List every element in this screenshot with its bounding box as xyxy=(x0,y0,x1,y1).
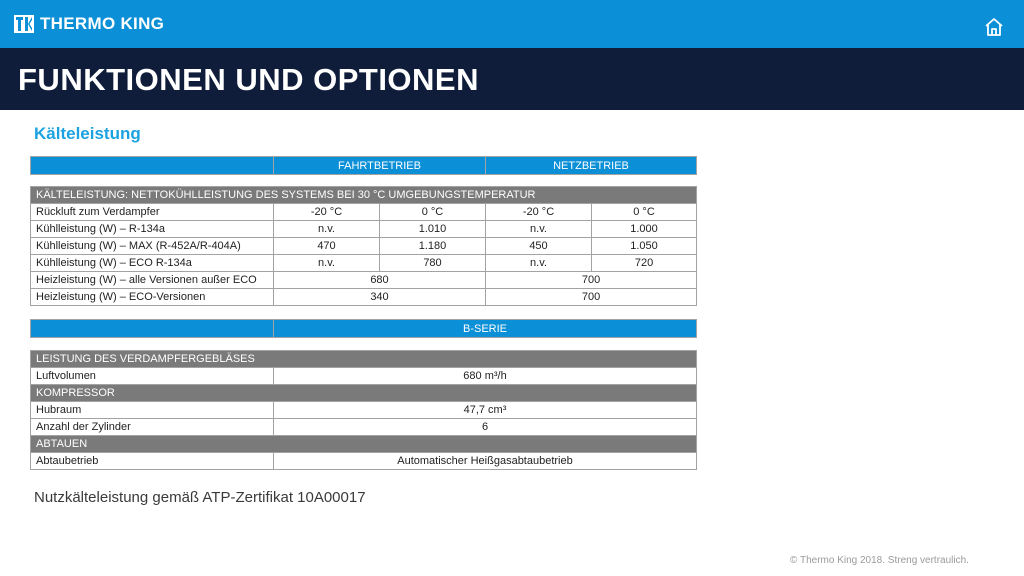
table-row xyxy=(31,453,697,470)
cell-value: 340 xyxy=(274,289,486,306)
cell-value: 780 xyxy=(380,255,486,272)
cell-value: 470 xyxy=(274,238,380,255)
cell-value: 680 m³/h xyxy=(274,368,697,385)
cell-value: n.v. xyxy=(274,255,380,272)
section-kompressor: KOMPRESSOR xyxy=(31,385,697,402)
cell-value: -20 °C xyxy=(486,204,592,221)
title-bar xyxy=(0,48,1024,110)
table-cooling-performance xyxy=(30,186,697,306)
cell-value: 700 xyxy=(486,272,697,289)
row-label: Abtaubetrieb xyxy=(31,453,274,470)
cell-value: 6 xyxy=(274,419,697,436)
table-row xyxy=(31,204,697,221)
cell-value: 1.050 xyxy=(592,238,697,255)
row-label: Luftvolumen xyxy=(31,368,274,385)
row-label: Kühlleistung (W) – ECO R-134a xyxy=(31,255,274,272)
thermo-king-logo-icon xyxy=(14,15,34,33)
table-row xyxy=(31,255,697,272)
table-header-operation xyxy=(30,156,697,175)
cell-value: 450 xyxy=(486,238,592,255)
brand-logo xyxy=(14,14,164,34)
cell-value: 720 xyxy=(592,255,697,272)
atp-certificate-note: Nutzkälteleistung gemäß ATP-Zertifikat 10A00017 xyxy=(34,489,366,506)
header-netzbetrieb: NETZBETRIEB xyxy=(486,157,697,175)
header-b-serie: B-SERIE xyxy=(274,320,697,338)
table-row xyxy=(31,368,697,385)
header-empty-cell xyxy=(31,320,274,338)
table-row xyxy=(31,272,697,289)
home-icon[interactable] xyxy=(983,16,1005,38)
cell-value: n.v. xyxy=(486,255,592,272)
table-row xyxy=(31,419,697,436)
cell-value: 1.000 xyxy=(592,221,697,238)
row-label: Anzahl der Zylinder xyxy=(31,419,274,436)
cell-value: 1.010 xyxy=(380,221,486,238)
row-label: Rückluft zum Verdampfer xyxy=(31,204,274,221)
top-bar xyxy=(0,0,1024,48)
section-verdampfergeblaese: LEISTUNG DES VERDAMPFERGEBLÄSES xyxy=(31,351,697,368)
table-header-series xyxy=(30,319,697,338)
row-label: Kühlleistung (W) – R-134a xyxy=(31,221,274,238)
table-row xyxy=(31,289,697,306)
row-label: Hubraum xyxy=(31,402,274,419)
cell-value: n.v. xyxy=(486,221,592,238)
cell-value: 1.180 xyxy=(380,238,486,255)
row-label: Heizleistung (W) – alle Versionen außer ECO xyxy=(31,272,274,289)
footer-copyright: © Thermo King 2018. Streng vertraulich. xyxy=(790,555,969,566)
section-abtauen: ABTAUEN xyxy=(31,436,697,453)
cell-value: 0 °C xyxy=(380,204,486,221)
brand-name: THERMO KING xyxy=(40,14,165,33)
table-row xyxy=(31,221,697,238)
cell-value: -20 °C xyxy=(274,204,380,221)
cell-value: 700 xyxy=(486,289,697,306)
cell-value: 47,7 cm³ xyxy=(274,402,697,419)
row-label: Heizleistung (W) – ECO-Versionen xyxy=(31,289,274,306)
cell-value: 680 xyxy=(274,272,486,289)
table-row xyxy=(31,402,697,419)
table-row xyxy=(31,238,697,255)
section-kaelteleistung: KÄLTELEISTUNG: NETTOKÜHLLEISTUNG DES SYSTEMS BEI 30 °C UMGEBUNGSTEMPERATUR xyxy=(31,187,697,204)
cell-value: n.v. xyxy=(274,221,380,238)
section-subtitle: Kälteleistung xyxy=(34,124,141,143)
header-fahrtbetrieb: FAHRTBETRIEB xyxy=(274,157,486,175)
cell-value: 0 °C xyxy=(592,204,697,221)
header-empty-cell xyxy=(31,157,274,175)
table-specifications xyxy=(30,350,697,470)
row-label: Kühlleistung (W) – MAX (R-452A/R-404A) xyxy=(31,238,274,255)
page-title: FUNKTIONEN UND OPTIONEN xyxy=(18,62,479,97)
cell-value: Automatischer Heißgasabtaubetrieb xyxy=(274,453,697,470)
